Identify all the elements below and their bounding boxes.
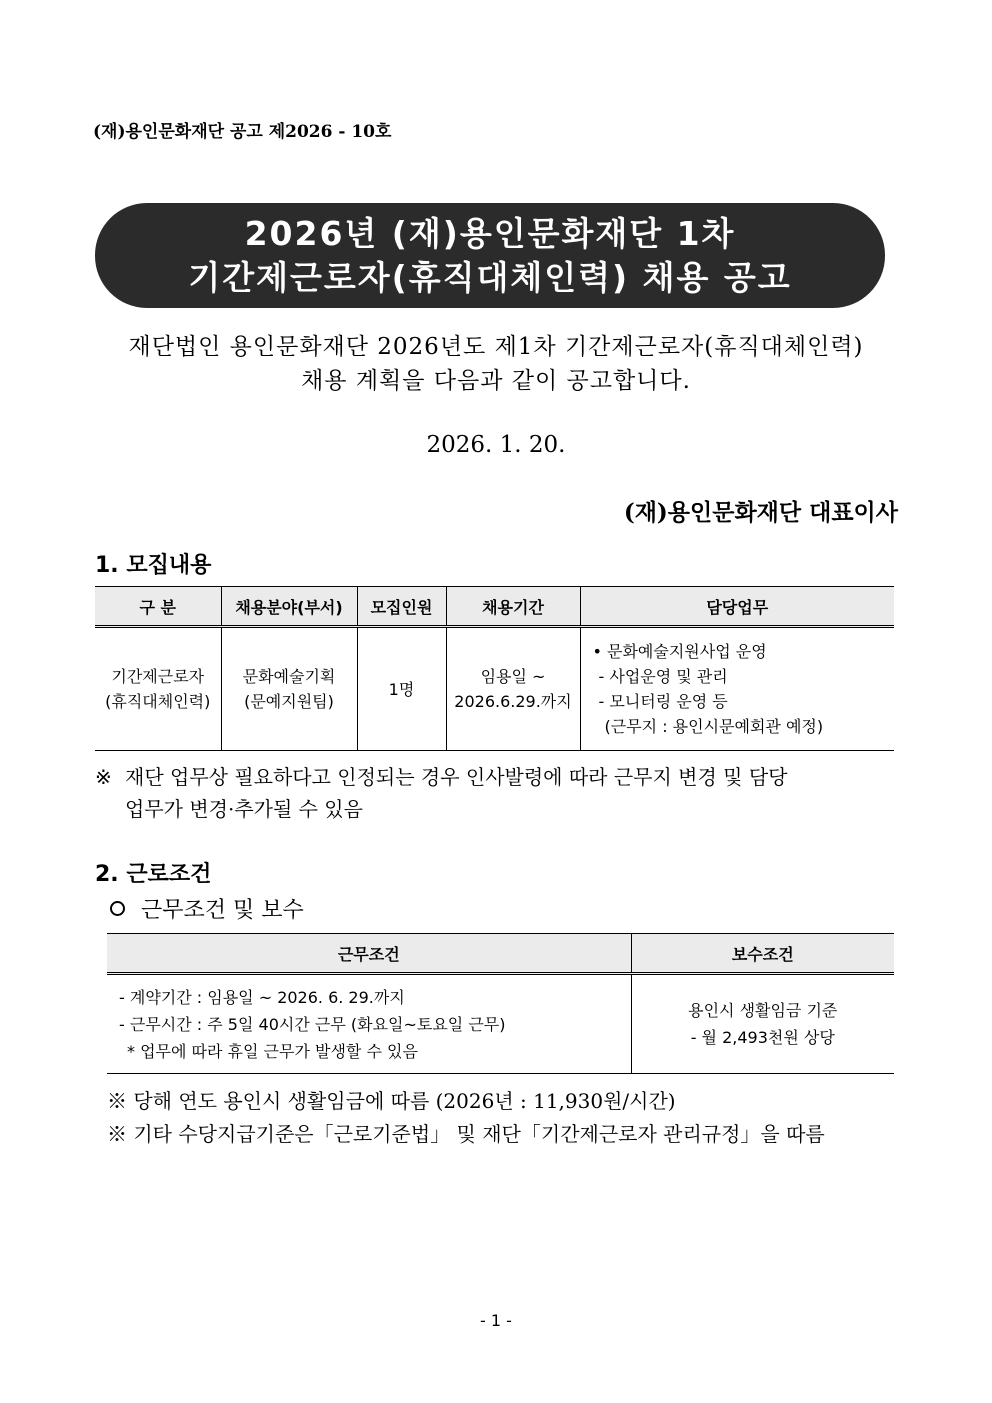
title-banner bbox=[95, 203, 885, 308]
subheading-text: 근무조건 및 보수 bbox=[141, 898, 304, 923]
intro-text bbox=[90, 330, 902, 398]
notice-date: 2026. 1. 20. bbox=[426, 432, 566, 458]
page-number: - 1 - bbox=[480, 1311, 512, 1330]
duty-line: (근무지 : 용인시문예회관 예정) bbox=[604, 717, 824, 736]
col-count: 모집인원 bbox=[357, 587, 446, 627]
section-2-heading: 2. 근로조건 bbox=[95, 862, 212, 887]
recruitment-note bbox=[95, 761, 895, 825]
intro-line-2: 채용 계획을 다음과 같이 공고합니다. bbox=[301, 368, 691, 394]
col-duties: 담당업무 bbox=[580, 587, 894, 627]
period-line: 임용일 ~ bbox=[480, 667, 546, 686]
allowance-note: ※ 기타 수당지급기준은「근로기준법」 및 재단「기간제근로자 관리규정」을 따름 bbox=[107, 1122, 825, 1146]
circle-bullet-icon bbox=[110, 901, 125, 916]
condition-line: * 업무에 따라 휴일 근무가 발생할 수 있음 bbox=[127, 1041, 418, 1061]
col-field: 채용분야(부서) bbox=[221, 587, 357, 627]
cell-pay bbox=[631, 974, 894, 1074]
pay-line: 용인시 생활임금 기준 bbox=[688, 1001, 838, 1020]
category-line: 기간제근로자 bbox=[111, 667, 205, 686]
cell-count: 1명 bbox=[357, 627, 446, 751]
col-period: 채용기간 bbox=[446, 587, 580, 627]
duty-line: - 모니터링 운영 등 bbox=[598, 692, 728, 711]
note-line-2: 업무가 변경·추가될 수 있음 bbox=[125, 797, 363, 821]
work-conditions-table bbox=[107, 933, 894, 1074]
condition-line: - 계약기간 : 임용일 ~ 2026. 6. 29.까지 bbox=[119, 987, 405, 1007]
recruitment-table bbox=[95, 586, 894, 751]
note-line-1: 재단 업무상 필요하다고 인정되는 경우 인사발령에 따라 근무지 변경 및 담당 bbox=[125, 765, 788, 789]
title-line-2: 기간제근로자(휴직대체인력) 채용 공고 bbox=[188, 258, 792, 297]
condition-line: - 근무시간 : 주 5일 40시간 근무 (화요일~토요일 근무) bbox=[119, 1014, 506, 1034]
title-line-1: 2026년 (재)용인문화재단 1차 bbox=[244, 214, 736, 253]
recruitment-table-header bbox=[95, 587, 894, 627]
cell-field bbox=[221, 627, 357, 751]
cell-category bbox=[95, 627, 221, 751]
pay-line: - 월 2,493천원 상당 bbox=[690, 1028, 835, 1047]
wage-note: ※ 당해 연도 용인시 생활임금에 따름 (2026년 : 11,930원/시간) bbox=[107, 1089, 676, 1113]
intro-line-1: 재단법인 용인문화재단 2026년도 제1차 기간제근로자(휴직대체인력) bbox=[128, 334, 864, 360]
col-conditions: 근무조건 bbox=[107, 934, 631, 974]
period-line: 2026.6.29.까지 bbox=[454, 692, 572, 711]
cell-conditions bbox=[107, 974, 631, 1074]
category-line: (휴직대체인력) bbox=[105, 692, 211, 711]
cell-period bbox=[446, 627, 580, 751]
section-2-subheading bbox=[110, 893, 304, 924]
note-mark: ※ bbox=[95, 765, 112, 789]
section-1-heading: 1. 모집내용 bbox=[95, 553, 212, 578]
cell-duties bbox=[580, 627, 894, 751]
duty-line: - 사업운영 및 관리 bbox=[598, 667, 728, 686]
signature: (재)용인문화재단 대표이사 bbox=[623, 499, 898, 526]
field-line: (문예지원팀) bbox=[244, 692, 334, 711]
col-pay: 보수조건 bbox=[631, 934, 894, 974]
table-row bbox=[95, 627, 894, 751]
notice-number: (재)용인문화재단 공고 제2026 - 10호 bbox=[93, 122, 392, 142]
duty-line: • 문화예술지원사업 운영 bbox=[592, 642, 767, 661]
field-line: 문화예술기획 bbox=[242, 667, 336, 686]
work-conditions-header bbox=[107, 934, 894, 974]
table-row bbox=[107, 974, 894, 1074]
col-category: 구 분 bbox=[95, 587, 221, 627]
